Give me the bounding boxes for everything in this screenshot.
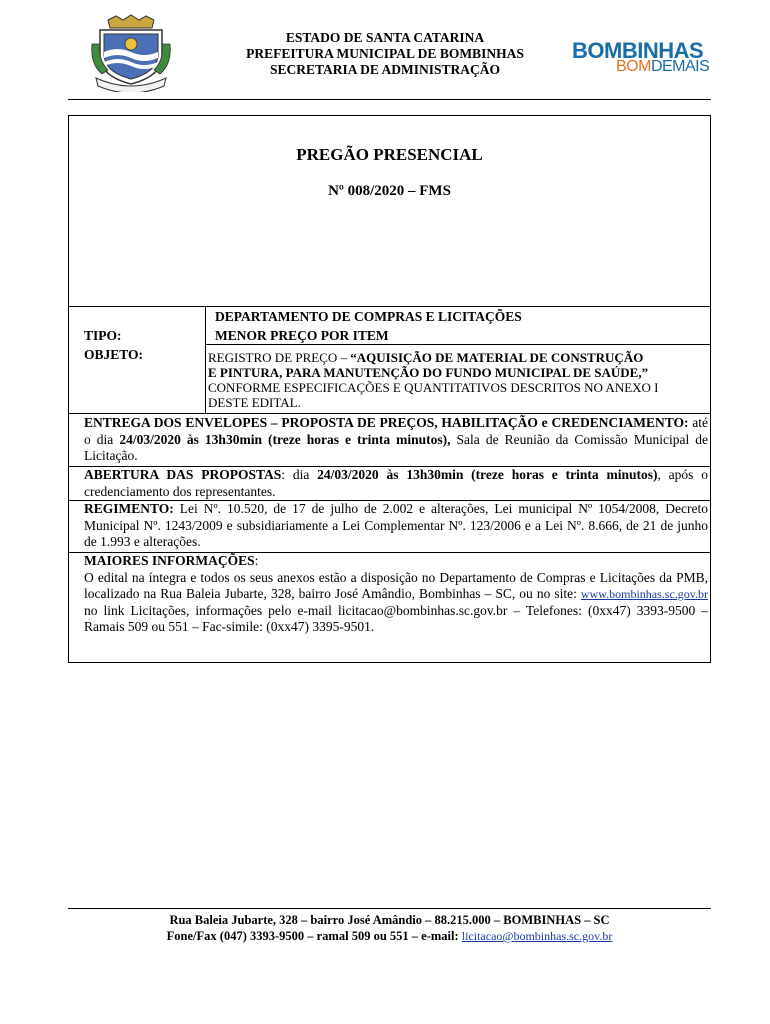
info-heading: MAIORES INFORMAÇÕES [84,553,255,568]
objeto-label: OBJETO: [84,347,144,362]
objeto-prefix: REGISTRO DE PREÇO – [208,350,351,365]
page-title: PREGÃO PRESENCIAL [296,145,483,164]
regimento-heading: REGIMENTO: [84,501,174,516]
department-label: DEPARTAMENTO DE COMPRAS E LICITAÇÕES [215,309,522,324]
objeto-bold-1: “AQUISIÇÃO DE MATERIAL DE CONSTRUÇÃO [350,350,644,365]
entrega-date: 24/03/2020 às 13h30min (treze horas e trinta minutos), [119,431,451,447]
regimento-text: Lei Nº. 10.520, de 17 de julho de 2.002 e alterações, Lei municipal Nº 1054/2008, Decreto Municipal Nº. 1243/2009 e subsidiariamente a Lei Complementar Nº. 123/2006 e a Lei Nº. 8.666, de 21 de junho de 1.993 e alterações. [84,501,708,550]
tipo-label: TIPO: [84,328,122,343]
document-header [200,30,570,78]
objeto-line-2 [208,365,710,380]
abertura-heading: ABERTURA DAS PROPOSTAS [84,467,282,482]
footer-phone: Fone/Fax (047) 3393-9500 – ramal 509 ou 551 – e-mail: [166,929,462,943]
logo-bottom-b: DEMAIS [650,58,710,75]
footer-address: Rua Baleia Jubarte, 328 – bairro José Amândio – 88.215.000 – BOMBINHAS – SC [169,913,610,927]
document-footer [68,912,711,944]
objeto-value [208,350,710,410]
logo-bottom-a: BOM [616,58,651,75]
info-section [84,553,708,636]
header-line-secretariat: SECRETARIA DE ADMINISTRAÇÃO [269,62,501,77]
logo-bottom-text [616,58,709,76]
municipal-crest-icon [88,14,174,92]
header-line-state: ESTADO DE SANTA CATARINA [285,30,485,45]
objeto-bold-2: E PINTURA, PARA MANUTENÇÃO DO FUNDO MUNICIPAL DE SAÚDE,” [208,365,649,380]
table-top-border [68,306,711,307]
entrega-text-2: Sala de Reunião da Comissão Municipal de Licitação. [84,431,709,464]
table-bottom-border [68,413,711,414]
abertura-text-1: : dia [281,467,318,482]
info-text-2: no link Licitações, informações pelo e-mail licitacao@bombinhas.sc.gov.br – Telefones: (0xx47) 3393-9500 – Ramais 509 ou 551 – Fac-simile: (0xx47) 3395-9501. [84,602,708,635]
info-heading-line [84,553,708,570]
header-divider [68,99,711,100]
abertura-date: 24/03/2020 às 13h30min (treze horas e trinta minutos) [317,467,658,482]
header-line-prefecture: PREFEITURA MUNICIPAL DE BOMBINHAS [246,46,524,61]
info-text-1: O edital na íntegra e todos os seus anexos estão a disposição no Departamento de Compras e Licitações da PMB, localizado na Rua Baleia Jubarte, 328, bairro José Amândio, Bombinhas – SC, ou no site: [84,569,708,602]
logo-top-text: BOMBINHAS [572,38,704,63]
abertura-text-2: , após o credenciamento dos representantes. [84,467,709,499]
table-column-divider [205,306,206,413]
bombinhas-logo [572,38,708,78]
footer-contact [68,928,711,944]
entrega-section [84,415,708,465]
footer-divider [68,908,711,909]
info-colon: : [254,553,259,568]
entrega-text-1: até o dia [84,415,708,447]
footer-email-link[interactable]: licitacao@bombinhas.sc.gov.br [461,929,613,943]
info-body [84,570,708,636]
objeto-line-4: DESTE EDITAL. [208,395,301,410]
process-number: Nº 008/2020 – FMS [328,183,451,199]
table-row-divider [205,344,711,345]
objeto-line-3: CONFORME ESPECIFICAÇÕES E QUANTITATIVOS DESCRITOS NO ANEXO I [208,380,659,395]
objeto-line-1 [208,350,710,365]
tipo-value: MENOR PREÇO POR ITEM [215,328,389,343]
entrega-heading: ENTREGA DOS ENVELOPES – PROPOSTA DE PREÇOS, HABILITAÇÃO e CREDENCIAMENTO: [84,415,689,430]
website-link[interactable]: www.bombinhas.sc.gov.br [580,587,708,602]
regimento-section [84,501,708,551]
abertura-section [84,467,708,500]
